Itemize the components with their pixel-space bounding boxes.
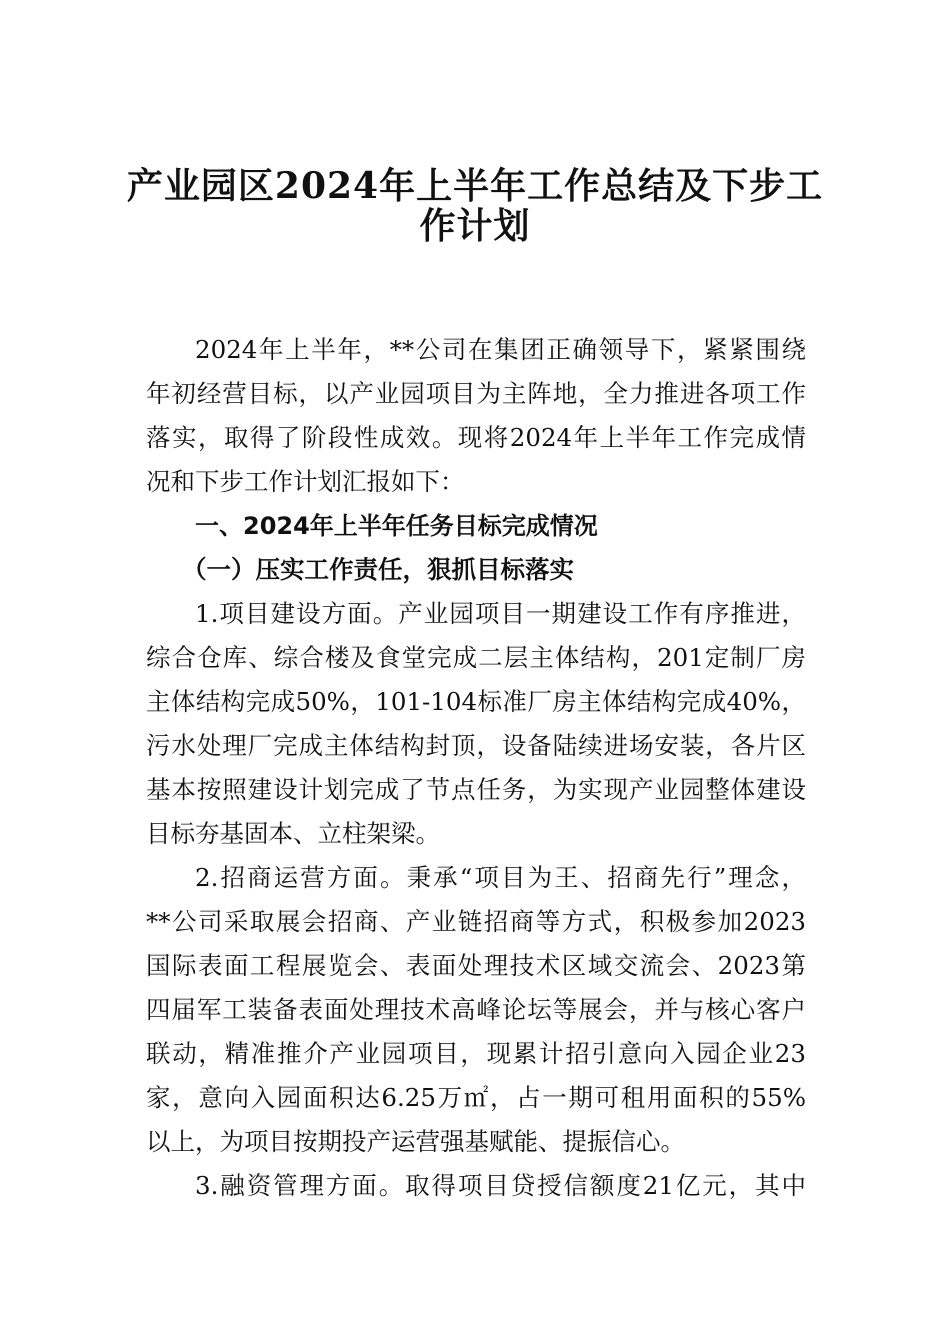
item1-line-5: 基本按照建设计划完成了节点任务，为实现产业园整体建设 [146, 775, 806, 804]
item2-line-1: 2.招商运营方面。秉承“项目为王、招商先行”理念， [195, 863, 806, 892]
document-title-line-2: 作计划 [419, 205, 531, 247]
section-heading-1: 一、2024年上半年任务目标完成情况 [195, 512, 598, 540]
item2-line-6: 家，意向入园面积达6.25万㎡，占一期可租用面积的55% [146, 1083, 806, 1112]
item1-line-3: 主体结构完成50%，101-104标准厂房主体结构完成40%， [146, 687, 806, 716]
item1-line-4: 污水处理厂完成主体结构封顶，设备陆续进场安装，各片区 [146, 731, 806, 760]
intro-line-3: 落实，取得了阶段性成效。现将2024年上半年工作完成情 [146, 423, 806, 452]
item2-line-3: 国际表面工程展览会、表面处理技术区域交流会、2023第 [146, 951, 806, 980]
item3-line-1: 3.融资管理方面。取得项目贷授信额度21亿元，其中 [195, 1171, 806, 1200]
intro-line-2: 年初经营目标，以产业园项目为主阵地，全力推进各项工作 [146, 379, 806, 408]
subsection-heading-1: （一）压实工作责任，狠抓目标落实 [182, 555, 574, 584]
item1-line-1: 1.项目建设方面。产业园项目一期建设工作有序推进， [195, 599, 806, 628]
item1-line-6: 目标夯基固本、立柱架梁。 [146, 819, 440, 848]
item2-line-7: 以上，为项目按期投产运营强基赋能、提振信心。 [146, 1127, 685, 1156]
item2-line-5: 联动，精准推介产业园项目，现累计招引意向入园企业23 [146, 1039, 806, 1068]
intro-line-4: 况和下步工作计划汇报如下： [146, 467, 465, 496]
intro-line-1: 2024年上半年，**公司在集团正确领导下，紧紧围绕 [195, 335, 806, 364]
item2-line-4: 四届军工装备表面处理技术高峰论坛等展会，并与核心客户 [146, 995, 806, 1024]
item2-line-2: **公司采取展会招商、产业链招商等方式，积极参加2023 [146, 907, 806, 936]
item1-line-2: 综合仓库、综合楼及食堂完成二层主体结构，201定制厂房 [146, 643, 806, 672]
document-title-line-1: 产业园区2024年上半年工作总结及下步工 [126, 165, 824, 207]
